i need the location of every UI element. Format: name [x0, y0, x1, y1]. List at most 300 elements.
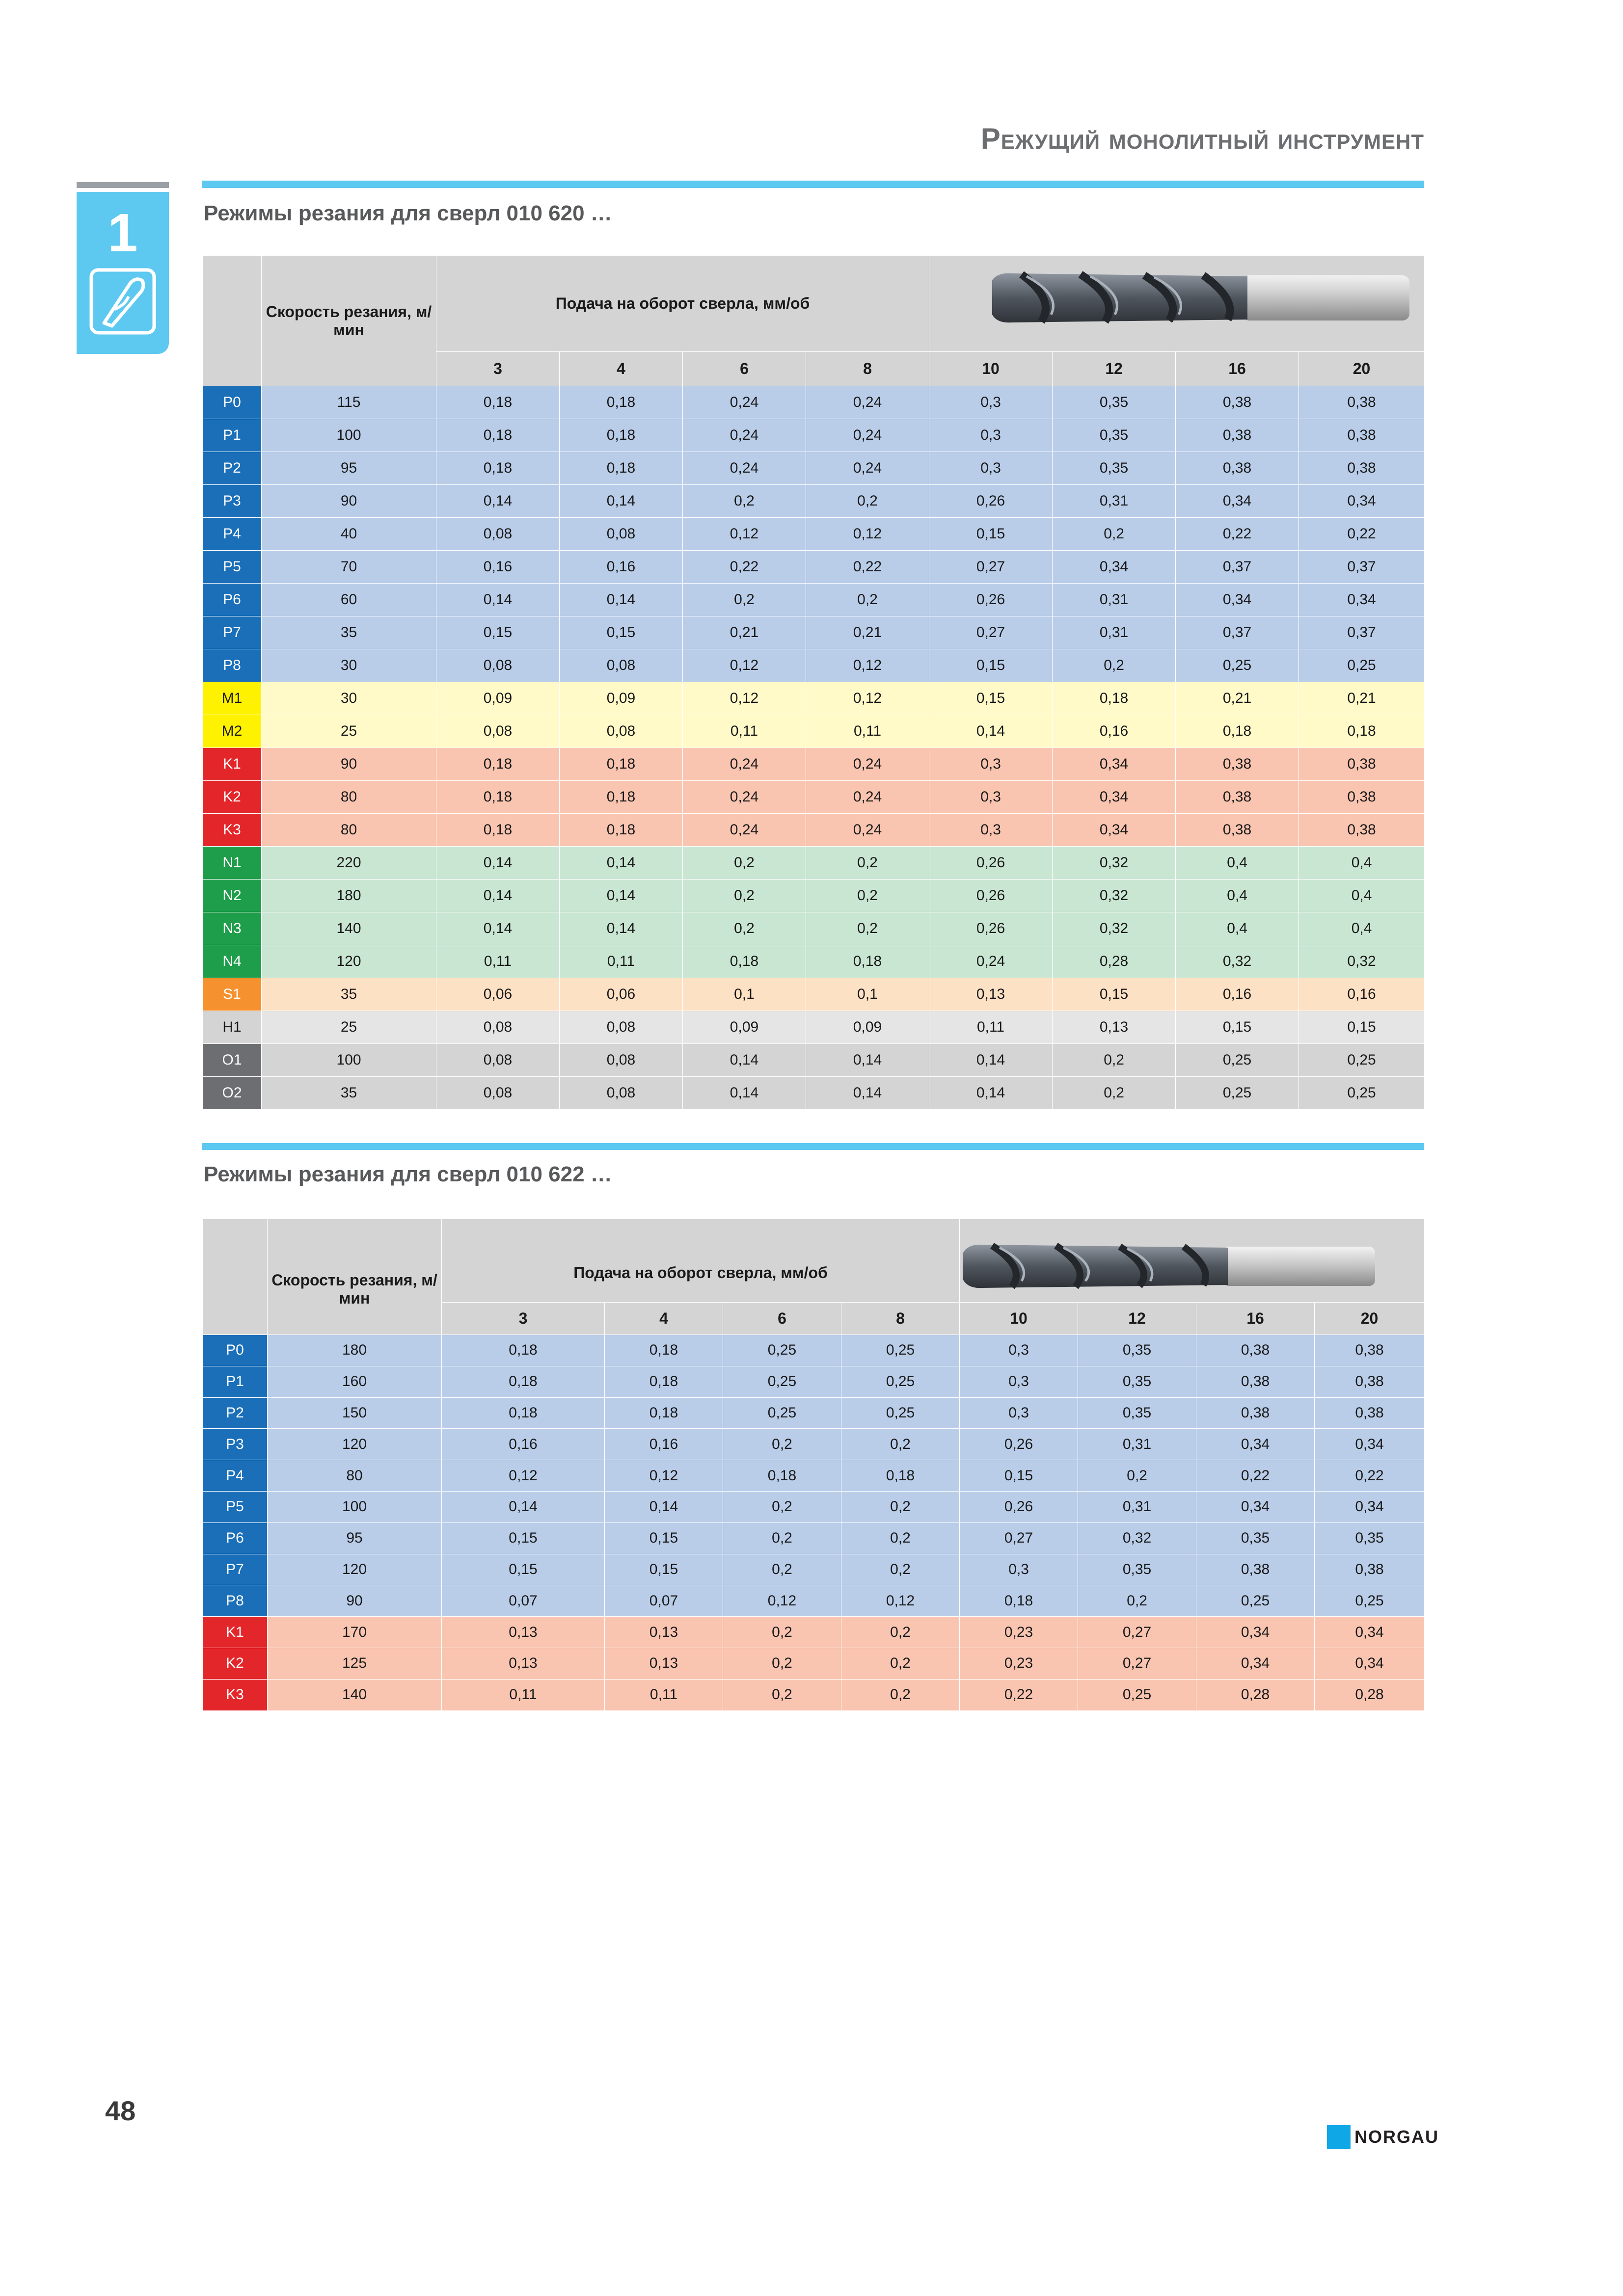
feed-value: 0,24	[683, 814, 806, 847]
feed-value: 0,14	[436, 584, 560, 616]
feed-value: 0,38	[1299, 814, 1425, 847]
speed-value: 120	[268, 1554, 442, 1585]
material-code: K2	[203, 1648, 268, 1679]
feed-value: 0,3	[929, 419, 1053, 452]
feed-value: 0,38	[1176, 419, 1299, 452]
feed-value: 0,27	[929, 616, 1053, 649]
feed-value: 0,2	[683, 847, 806, 880]
material-code: K3	[203, 814, 262, 847]
feed-value: 0,08	[560, 518, 683, 551]
table-row	[203, 616, 1425, 649]
feed-value: 0,38	[1176, 781, 1299, 814]
feed-value: 0,18	[806, 945, 929, 978]
speed-value: 35	[262, 978, 436, 1011]
speed-value: 170	[268, 1617, 442, 1648]
material-code-header	[203, 1219, 268, 1335]
feed-value: 0,18	[442, 1397, 605, 1429]
feed-value: 0,12	[806, 518, 929, 551]
diameter-header: 8	[806, 352, 929, 386]
feed-value: 0,34	[1315, 1491, 1425, 1522]
table-row	[203, 1366, 1425, 1397]
diameter-header: 16	[1176, 352, 1299, 386]
speed-value: 90	[262, 485, 436, 518]
feed-value: 0,12	[723, 1585, 841, 1617]
feed-value: 0,2	[723, 1522, 841, 1554]
feed-value: 0,2	[841, 1429, 960, 1460]
feed-value: 0,2	[806, 485, 929, 518]
feed-value: 0,2	[841, 1648, 960, 1679]
material-code: N3	[203, 912, 262, 945]
table-row	[203, 945, 1425, 978]
material-code: O2	[203, 1077, 262, 1110]
feed-value: 0,22	[1176, 518, 1299, 551]
section-title-010-622: Режимы резания для сверл 010 622 …	[204, 1162, 612, 1186]
feed-value: 0,11	[806, 715, 929, 748]
feed-value: 0,35	[1053, 386, 1176, 419]
table-row	[203, 1554, 1425, 1585]
material-code: P7	[203, 1554, 268, 1585]
feed-value: 0,25	[1299, 1077, 1425, 1110]
feed-value: 0,15	[1299, 1011, 1425, 1044]
feed-value: 0,15	[1053, 978, 1176, 1011]
feed-value: 0,18	[683, 945, 806, 978]
section-title-010-620: Режимы резания для сверл 010 620 …	[204, 201, 612, 225]
feed-value: 0,3	[929, 386, 1053, 419]
feed-value: 0,25	[1176, 649, 1299, 682]
feed-value: 0,34	[1299, 584, 1425, 616]
cutting-data-table-010-622	[202, 1219, 1425, 1711]
feed-value: 0,16	[605, 1429, 723, 1460]
material-code: P5	[203, 551, 262, 584]
speed-value: 140	[268, 1679, 442, 1710]
feed-value: 0,08	[436, 1044, 560, 1077]
table-row	[203, 847, 1425, 880]
feed-value: 0,12	[683, 682, 806, 715]
feed-value: 0,18	[436, 814, 560, 847]
brand-name: NORGAU	[1354, 2127, 1439, 2147]
speed-value: 35	[262, 1077, 436, 1110]
feed-value: 0,07	[605, 1585, 723, 1617]
diameter-header: 4	[560, 352, 683, 386]
diameter-header: 20	[1315, 1303, 1425, 1335]
diameter-header: 12	[1078, 1303, 1196, 1335]
diameter-header: 6	[723, 1303, 841, 1335]
feed-value: 0,34	[1196, 1617, 1315, 1648]
feed-value: 0,2	[841, 1554, 960, 1585]
feed-value: 0,15	[960, 1460, 1078, 1492]
table-row	[203, 1077, 1425, 1110]
feed-value: 0,15	[1176, 1011, 1299, 1044]
speed-value: 80	[262, 781, 436, 814]
feed-value: 0,32	[1176, 945, 1299, 978]
feed-value: 0,3	[929, 781, 1053, 814]
feed-value: 0,3	[960, 1554, 1078, 1585]
feed-value: 0,34	[1176, 584, 1299, 616]
feed-value: 0,18	[605, 1366, 723, 1397]
feed-value: 0,18	[1176, 715, 1299, 748]
feed-value: 0,07	[442, 1585, 605, 1617]
section-rule	[202, 1143, 1424, 1150]
diameter-header: 3	[442, 1303, 605, 1335]
feed-value: 0,2	[723, 1491, 841, 1522]
feed-value: 0,35	[1196, 1522, 1315, 1554]
material-code: P1	[203, 1366, 268, 1397]
table-row	[203, 781, 1425, 814]
feed-value: 0,24	[806, 781, 929, 814]
feed-value: 0,38	[1176, 748, 1299, 781]
feed-value: 0,16	[560, 551, 683, 584]
feed-value: 0,13	[605, 1617, 723, 1648]
feed-value: 0,27	[1078, 1617, 1196, 1648]
feed-value: 0,25	[1176, 1077, 1299, 1110]
feed-value: 0,25	[1299, 1044, 1425, 1077]
feed-value: 0,2	[723, 1679, 841, 1710]
feed-value: 0,2	[1053, 1044, 1176, 1077]
feed-value: 0,08	[436, 649, 560, 682]
speed-value: 40	[262, 518, 436, 551]
feed-value: 0,31	[1078, 1491, 1196, 1522]
feed-value: 0,18	[436, 748, 560, 781]
feed-value: 0,31	[1078, 1429, 1196, 1460]
feed-header: Подача на оборот сверла, мм/об	[442, 1219, 960, 1303]
feed-value: 0,26	[929, 584, 1053, 616]
feed-value: 0,38	[1299, 386, 1425, 419]
feed-value: 0,21	[806, 616, 929, 649]
feed-value: 0,2	[723, 1617, 841, 1648]
diameter-header: 4	[605, 1303, 723, 1335]
diameter-header: 16	[1196, 1303, 1315, 1335]
feed-value: 0,12	[605, 1460, 723, 1492]
feed-value: 0,06	[560, 978, 683, 1011]
table-row	[203, 1522, 1425, 1554]
feed-value: 0,09	[436, 682, 560, 715]
speed-value: 220	[262, 847, 436, 880]
diameter-header: 10	[960, 1303, 1078, 1335]
feed-value: 0,3	[929, 814, 1053, 847]
header-rule	[202, 181, 1424, 188]
feed-value: 0,25	[1299, 649, 1425, 682]
feed-value: 0,2	[841, 1617, 960, 1648]
diameter-header: 12	[1053, 352, 1176, 386]
feed-value: 0,2	[841, 1522, 960, 1554]
feed-value: 0,25	[1315, 1585, 1425, 1617]
speed-value: 80	[268, 1460, 442, 1492]
material-code: K2	[203, 781, 262, 814]
chapter-tab-bar	[77, 182, 169, 188]
page-number: 48	[105, 2095, 136, 2126]
feed-value: 0,34	[1053, 781, 1176, 814]
feed-value: 0,15	[442, 1522, 605, 1554]
speed-value: 180	[262, 880, 436, 912]
feed-value: 0,23	[960, 1617, 1078, 1648]
material-code-header	[203, 256, 262, 386]
feed-value: 0,18	[605, 1335, 723, 1366]
feed-value: 0,12	[683, 518, 806, 551]
feed-value: 0,24	[806, 386, 929, 419]
feed-value: 0,35	[1078, 1397, 1196, 1429]
feed-value: 0,34	[1196, 1429, 1315, 1460]
feed-value: 0,2	[841, 1491, 960, 1522]
speed-value: 60	[262, 584, 436, 616]
speed-value: 25	[262, 715, 436, 748]
feed-value: 0,3	[929, 748, 1053, 781]
feed-value: 0,16	[436, 551, 560, 584]
feed-value: 0,27	[929, 551, 1053, 584]
feed-value: 0,22	[683, 551, 806, 584]
feed-value: 0,1	[806, 978, 929, 1011]
material-code: N1	[203, 847, 262, 880]
feed-value: 0,2	[1053, 1077, 1176, 1110]
feed-value: 0,31	[1053, 616, 1176, 649]
feed-value: 0,4	[1176, 912, 1299, 945]
feed-value: 0,13	[605, 1648, 723, 1679]
material-code: H1	[203, 1011, 262, 1044]
feed-value: 0,18	[436, 452, 560, 485]
feed-value: 0,22	[1299, 518, 1425, 551]
speed-value: 125	[268, 1648, 442, 1679]
material-code: M1	[203, 682, 262, 715]
feed-value: 0,22	[1315, 1460, 1425, 1492]
feed-value: 0,11	[442, 1679, 605, 1710]
feed-value: 0,38	[1196, 1554, 1315, 1585]
material-code: K3	[203, 1679, 268, 1710]
feed-value: 0,15	[929, 682, 1053, 715]
feed-value: 0,18	[442, 1335, 605, 1366]
feed-value: 0,38	[1176, 452, 1299, 485]
material-code: K1	[203, 748, 262, 781]
feed-value: 0,34	[1315, 1429, 1425, 1460]
feed-value: 0,38	[1299, 452, 1425, 485]
table-row	[203, 1044, 1425, 1077]
material-code: M2	[203, 715, 262, 748]
feed-value: 0,1	[683, 978, 806, 1011]
drill-010-620-image	[982, 266, 1414, 329]
table-row	[203, 1335, 1425, 1366]
feed-value: 0,37	[1299, 551, 1425, 584]
speed-value: 100	[262, 1044, 436, 1077]
feed-value: 0,2	[683, 880, 806, 912]
feed-value: 0,16	[442, 1429, 605, 1460]
feed-value: 0,34	[1053, 814, 1176, 847]
speed-value: 120	[262, 945, 436, 978]
feed-value: 0,34	[1196, 1648, 1315, 1679]
feed-value: 0,11	[683, 715, 806, 748]
feed-value: 0,14	[560, 485, 683, 518]
feed-value: 0,16	[1053, 715, 1176, 748]
material-code: N4	[203, 945, 262, 978]
feed-value: 0,4	[1299, 880, 1425, 912]
feed-value: 0,13	[929, 978, 1053, 1011]
drill-icon	[89, 268, 156, 335]
feed-value: 0,18	[1299, 715, 1425, 748]
diameter-header: 3	[436, 352, 560, 386]
feed-value: 0,34	[1053, 551, 1176, 584]
feed-value: 0,15	[442, 1554, 605, 1585]
feed-value: 0,2	[683, 912, 806, 945]
feed-value: 0,15	[436, 616, 560, 649]
diameter-header: 20	[1299, 352, 1425, 386]
drill-image-cell	[929, 256, 1425, 352]
feed-value: 0,18	[560, 781, 683, 814]
diameter-header: 8	[841, 1303, 960, 1335]
feed-value: 0,15	[929, 649, 1053, 682]
feed-value: 0,15	[560, 616, 683, 649]
material-code: P2	[203, 452, 262, 485]
feed-value: 0,12	[841, 1585, 960, 1617]
feed-value: 0,37	[1176, 551, 1299, 584]
feed-value: 0,08	[560, 1077, 683, 1110]
feed-value: 0,32	[1078, 1522, 1196, 1554]
feed-value: 0,38	[1196, 1366, 1315, 1397]
drill-010-622-image	[958, 1239, 1380, 1293]
brand-logo	[1327, 2125, 1439, 2149]
feed-value: 0,35	[1078, 1554, 1196, 1585]
feed-value: 0,14	[436, 912, 560, 945]
table-row	[203, 419, 1425, 452]
feed-value: 0,4	[1299, 847, 1425, 880]
feed-value: 0,24	[683, 452, 806, 485]
speed-value: 70	[262, 551, 436, 584]
feed-value: 0,35	[1053, 419, 1176, 452]
speed-value: 30	[262, 682, 436, 715]
table-row	[203, 912, 1425, 945]
feed-value: 0,24	[683, 781, 806, 814]
feed-value: 0,26	[929, 847, 1053, 880]
feed-value: 0,21	[1299, 682, 1425, 715]
brand-square-icon	[1327, 2125, 1351, 2149]
feed-value: 0,35	[1078, 1335, 1196, 1366]
material-code: P4	[203, 1460, 268, 1492]
feed-value: 0,14	[929, 715, 1053, 748]
feed-value: 0,38	[1299, 748, 1425, 781]
feed-value: 0,38	[1299, 419, 1425, 452]
speed-header: Скорость резания, м/мин	[268, 1219, 442, 1335]
material-code: P4	[203, 518, 262, 551]
material-code: P0	[203, 386, 262, 419]
feed-value: 0,25	[1078, 1679, 1196, 1710]
feed-value: 0,18	[436, 419, 560, 452]
speed-header: Скорость резания, м/мин	[262, 256, 436, 386]
material-code: K1	[203, 1617, 268, 1648]
table-row	[203, 1648, 1425, 1679]
feed-value: 0,14	[436, 880, 560, 912]
feed-value: 0,18	[560, 419, 683, 452]
feed-value: 0,13	[442, 1617, 605, 1648]
feed-value: 0,3	[929, 452, 1053, 485]
material-code: P2	[203, 1397, 268, 1429]
material-code: P1	[203, 419, 262, 452]
material-code: P3	[203, 1429, 268, 1460]
feed-value: 0,08	[560, 649, 683, 682]
feed-value: 0,21	[683, 616, 806, 649]
table-row	[203, 452, 1425, 485]
feed-value: 0,38	[1299, 781, 1425, 814]
feed-value: 0,22	[806, 551, 929, 584]
feed-value: 0,24	[806, 419, 929, 452]
feed-value: 0,34	[1315, 1617, 1425, 1648]
feed-value: 0,24	[806, 814, 929, 847]
feed-value: 0,21	[1176, 682, 1299, 715]
feed-value: 0,08	[436, 1077, 560, 1110]
speed-value: 100	[268, 1491, 442, 1522]
feed-value: 0,26	[929, 912, 1053, 945]
feed-value: 0,15	[605, 1554, 723, 1585]
feed-value: 0,18	[560, 814, 683, 847]
feed-value: 0,25	[723, 1335, 841, 1366]
feed-value: 0,27	[960, 1522, 1078, 1554]
diameter-header: 10	[929, 352, 1053, 386]
feed-value: 0,38	[1196, 1335, 1315, 1366]
material-code: N2	[203, 880, 262, 912]
table-row	[203, 1011, 1425, 1044]
feed-value: 0,18	[560, 452, 683, 485]
feed-value: 0,14	[929, 1044, 1053, 1077]
feed-value: 0,26	[960, 1429, 1078, 1460]
feed-value: 0,2	[683, 485, 806, 518]
feed-value: 0,34	[1196, 1491, 1315, 1522]
feed-value: 0,32	[1053, 912, 1176, 945]
feed-value: 0,09	[806, 1011, 929, 1044]
feed-header: Подача на оборот сверла, мм/об	[436, 256, 929, 352]
feed-value: 0,2	[683, 584, 806, 616]
feed-value: 0,2	[1053, 518, 1176, 551]
feed-value: 0,14	[560, 847, 683, 880]
feed-value: 0,11	[436, 945, 560, 978]
speed-value: 80	[262, 814, 436, 847]
feed-value: 0,14	[436, 847, 560, 880]
speed-value: 95	[262, 452, 436, 485]
feed-value: 0,24	[806, 748, 929, 781]
material-code: O1	[203, 1044, 262, 1077]
chapter-tab	[77, 192, 169, 354]
feed-value: 0,25	[723, 1366, 841, 1397]
feed-value: 0,18	[560, 748, 683, 781]
material-code: S1	[203, 978, 262, 1011]
feed-value: 0,38	[1315, 1335, 1425, 1366]
feed-value: 0,4	[1176, 880, 1299, 912]
table-row	[203, 715, 1425, 748]
feed-value: 0,24	[683, 386, 806, 419]
feed-value: 0,16	[1299, 978, 1425, 1011]
feed-value: 0,14	[605, 1491, 723, 1522]
speed-value: 150	[268, 1397, 442, 1429]
table-row	[203, 386, 1425, 419]
cutting-data-table-010-620	[202, 255, 1425, 1110]
feed-value: 0,2	[1053, 649, 1176, 682]
feed-value: 0,24	[683, 748, 806, 781]
feed-value: 0,3	[960, 1397, 1078, 1429]
feed-value: 0,37	[1176, 616, 1299, 649]
feed-value: 0,27	[1078, 1648, 1196, 1679]
table-row	[203, 518, 1425, 551]
feed-value: 0,2	[806, 584, 929, 616]
feed-value: 0,14	[560, 912, 683, 945]
feed-value: 0,26	[929, 880, 1053, 912]
material-code: P3	[203, 485, 262, 518]
table-row	[203, 551, 1425, 584]
feed-value: 0,08	[560, 1011, 683, 1044]
feed-value: 0,12	[442, 1460, 605, 1492]
feed-value: 0,09	[560, 682, 683, 715]
feed-value: 0,38	[1315, 1366, 1425, 1397]
feed-value: 0,18	[436, 781, 560, 814]
feed-value: 0,2	[723, 1648, 841, 1679]
feed-value: 0,14	[683, 1077, 806, 1110]
feed-value: 0,08	[436, 1011, 560, 1044]
feed-value: 0,3	[960, 1335, 1078, 1366]
feed-value: 0,32	[1053, 847, 1176, 880]
feed-value: 0,18	[723, 1460, 841, 1492]
